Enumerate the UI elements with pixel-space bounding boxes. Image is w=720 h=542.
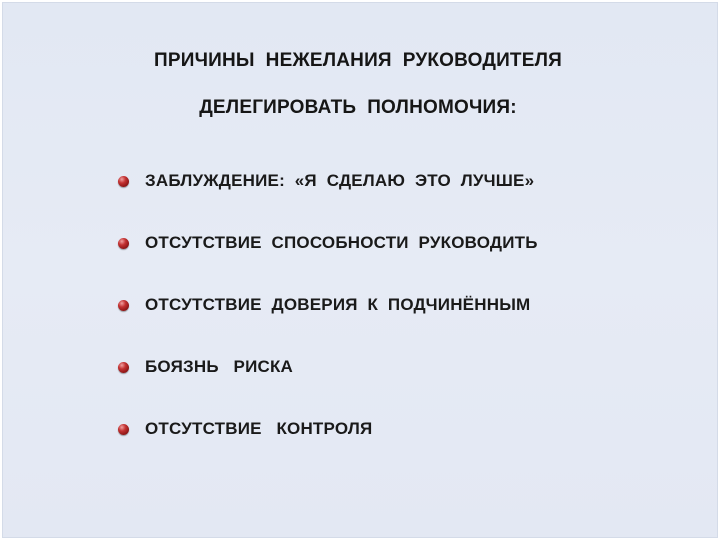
red-sphere-bullet-icon [118,424,129,435]
red-sphere-bullet-icon [118,300,129,311]
slide [2,2,718,538]
slide-title-line-1: ПРИЧИНЫ НЕЖЕЛАНИЯ РУКОВОДИТЕЛЯ [153,50,562,71]
red-sphere-bullet-icon [118,238,129,249]
bullet-text: БОЯЗНЬ РИСКА [145,357,294,376]
red-sphere-bullet-icon [118,176,129,187]
red-sphere-bullet-icon [118,362,129,373]
bullet-text: ОТСУТСТВИЕ ДОВЕРИЯ К ПОДЧИНЁННЫМ [145,295,531,314]
bullet-text: ОТСУТСТВИЕ СПОСОБНОСТИ РУКОВОДИТЬ [145,233,538,252]
bullet-text: ОТСУТСТВИЕ КОНТРОЛЯ [145,419,373,438]
bullet-text: ЗАБЛУЖДЕНИЕ: «Я СДЕЛАЮ ЭТО ЛУЧШЕ» [145,171,535,190]
slide-title-line-2: ДЕЛЕГИРОВАТЬ ПОЛНОМОЧИЯ: [199,97,517,118]
